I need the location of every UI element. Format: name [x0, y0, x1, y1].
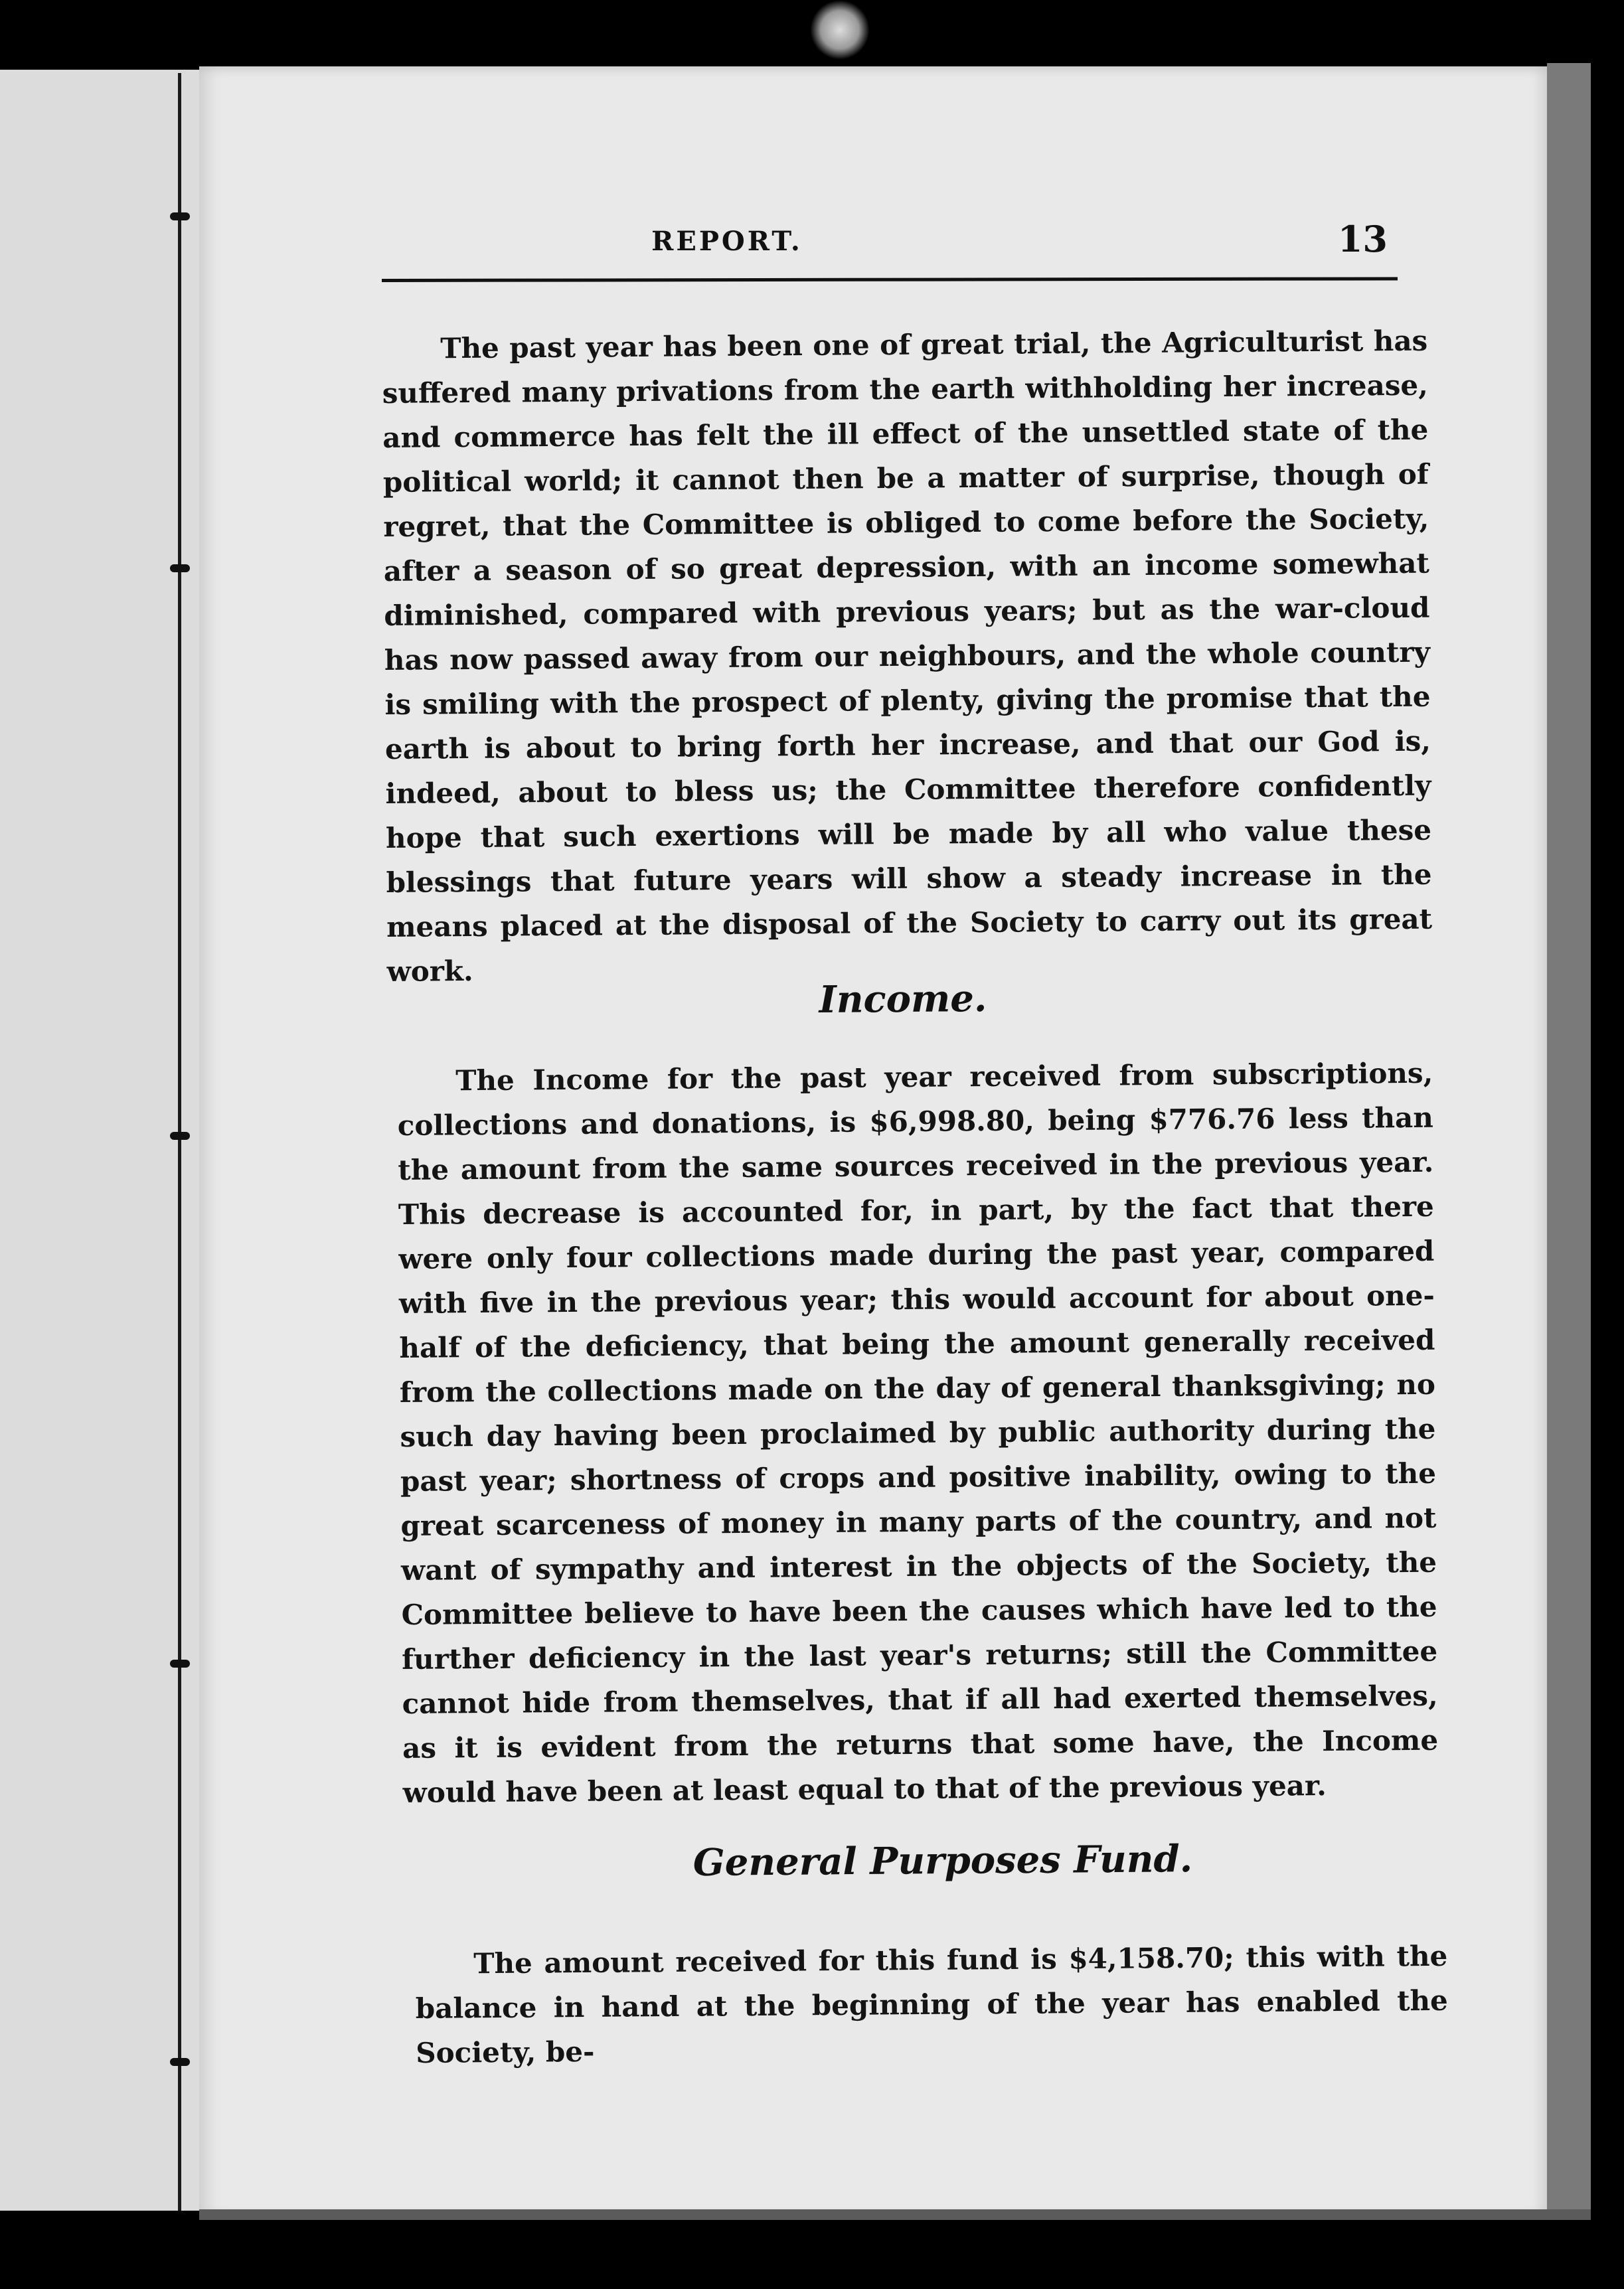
binding-stitch — [170, 2058, 190, 2066]
scan-artifact — [810, 0, 870, 60]
paragraph-opening: The past year has been one of great trial, the Agriculturist has suffered many privations from the earth withholding her increase, and commerce has felt the ill effect of the unsettled state of the political world; it cannot then be a matter of surprise, though of regret, that the Committee is obliged to come before the Society, after a season of so great depression, with an income somewhat diminished, compared with previous years; but as the war-cloud has now passed away from our neighbours, and the whole country is smiling with the prospect of plenty, giving the promise that the earth is about to bring forth her increase, and that our God is, indeed, about to bless us; the Committee therefore confidently hope that such exertions will be made by all who value these blessings that future years will show a steady increase in the means placed at the disposal of the Society to carry out its great work. — [382, 324, 1433, 988]
binding-stitch — [170, 1660, 190, 1668]
paragraph-general-fund: The amount received for this fund is $4,158.70; this with the balance in hand at the beginning of the year has enabled the Society, be- — [415, 1939, 1448, 2069]
left-page-leaf — [0, 70, 199, 2211]
binding-stitch — [170, 564, 190, 572]
page-bottom-edge — [199, 2209, 1591, 2220]
running-title: REPORT. — [651, 226, 803, 257]
binding-stitch — [170, 1132, 190, 1140]
paragraph-income: The Income for the past year received from subscriptions, collections and donations, is $6,998.80, being $776.76 less than the amount from the same sources received in the previous year. This decrease is accounted for, in part, by the fact that there were only four collections made during the past year, compared with five in the previous year; this would account for about one-half of the deficiency, that being the amount generally received from the collections made on the day of general thanksgiving; no such day having been proclaimed by public authority during the past year; shortness of crops and positive inability, owing to the great scarceness of money in many parts of the country, and not want of sympathy and interest in the objects of the Society, the Committee believe to have been the causes which have led to the further deficiency in the last year's returns; still the Committee cannot hide from themselves, that if all had exerted themselves, as it is evident from the returns that some have, the Income would have been at least equal to that of the previous year. — [397, 1056, 1439, 1809]
binding-gutter — [178, 73, 181, 2211]
heading-income: Income. — [819, 977, 987, 1022]
binding-stitch — [170, 212, 190, 220]
page-number: 13 — [1337, 218, 1388, 260]
heading-general-purposes-fund: General Purposes Fund. — [692, 1837, 1193, 1885]
running-header — [179, 139, 1388, 260]
page-edge-shadow — [1547, 63, 1591, 2214]
